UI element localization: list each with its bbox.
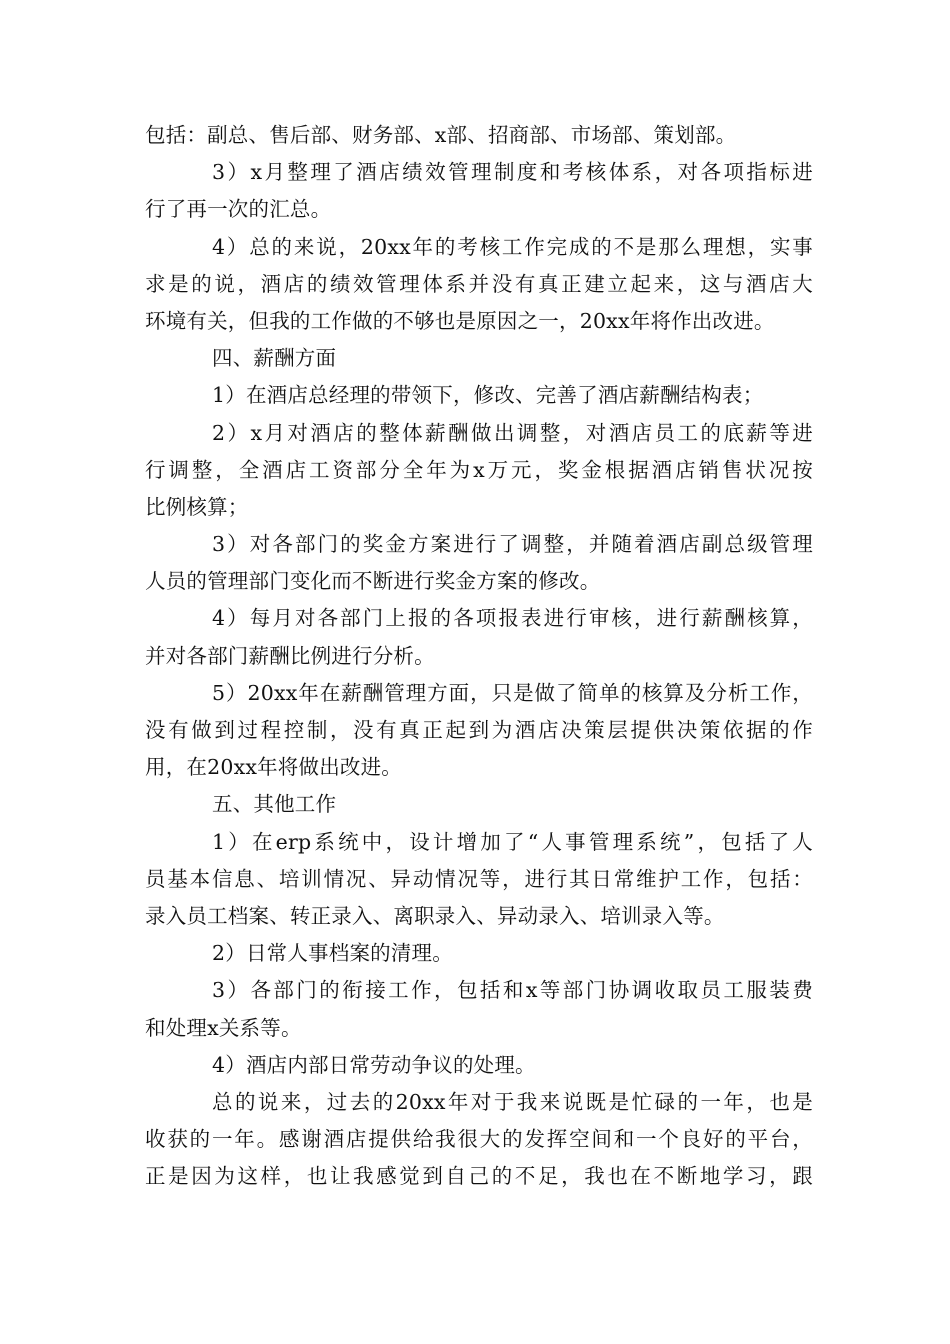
body-line: 环境有关，但我的工作做的不够也是原因之一，20xx年将作出改进。 — [145, 308, 775, 333]
body-line: 5）20xx年在薪酬管理方面，只是做了简单的核算及分析工作， — [212, 680, 813, 705]
body-line: 比例核算； — [145, 494, 249, 519]
body-line: 求是的说，酒店的绩效管理体系并没有真正建立起来，这与酒店大 — [145, 271, 813, 296]
body-line: 人员的管理部门变化而不断进行奖金方案的修改。 — [145, 569, 601, 594]
body-line: 1）在酒店总经理的带领下，修改、完善了酒店薪酬结构表； — [212, 383, 764, 408]
body-line: 3）x月整理了酒店绩效管理制度和考核体系，对各项指标进 — [212, 160, 813, 185]
body-line: 行了再一次的汇总。 — [145, 197, 332, 222]
body-line: 4）每月对各部门上报的各项报表进行审核，进行薪酬核算， — [212, 606, 813, 631]
body-line: 收获的一年。感谢酒店提供给我很大的发挥空间和一个良好的平台， — [145, 1127, 813, 1152]
body-line: 录入员工档案、转正录入、离职录入、异动录入、培训录入等。 — [145, 903, 725, 928]
section-heading: 四、薪酬方面 — [212, 346, 337, 371]
body-line: 1）在erp系统中，设计增加了“人事管理系统”，包括了人 — [212, 829, 813, 854]
body-line: 员基本信息、培训情况、异动情况等，进行其日常维护工作，包括： — [145, 866, 813, 891]
body-line: 行调整，全酒店工资部分全年为x万元，奖金根据酒店销售状况按 — [145, 457, 813, 482]
section-heading: 五、其他工作 — [212, 792, 337, 817]
body-line: 并对各部门薪酬比例进行分析。 — [145, 643, 435, 668]
body-line: 和处理x关系等。 — [145, 1015, 302, 1040]
body-line: 3）对各部门的奖金方案进行了调整，并随着酒店副总级管理 — [212, 532, 813, 557]
document-body — [145, 117, 813, 1195]
body-line: 总的说来，过去的20xx年对于我来说既是忙碌的一年，也是 — [212, 1089, 813, 1114]
body-line: 2）x月对酒店的整体薪酬做出调整，对酒店员工的底薪等进 — [212, 420, 813, 445]
body-line: 用，在20xx年将做出改进。 — [145, 755, 403, 780]
body-line: 4）酒店内部日常劳动争议的处理。 — [212, 1052, 536, 1077]
body-line: 3）各部门的衔接工作，包括和x等部门协调收取员工服装费 — [212, 978, 813, 1003]
body-line: 没有做到过程控制，没有真正起到为酒店决策层提供决策依据的作 — [145, 718, 813, 742]
body-line: 4）总的来说，20xx年的考核工作完成的不是那么理想，实事 — [212, 234, 813, 259]
body-line: 正是因为这样，也让我感觉到自己的不足，我也在不断地学习，跟 — [145, 1164, 813, 1189]
body-line: 2）日常人事档案的清理。 — [212, 941, 453, 966]
body-line: 包括：副总、售后部、财务部、x部、招商部、市场部、策划部。 — [145, 123, 737, 147]
